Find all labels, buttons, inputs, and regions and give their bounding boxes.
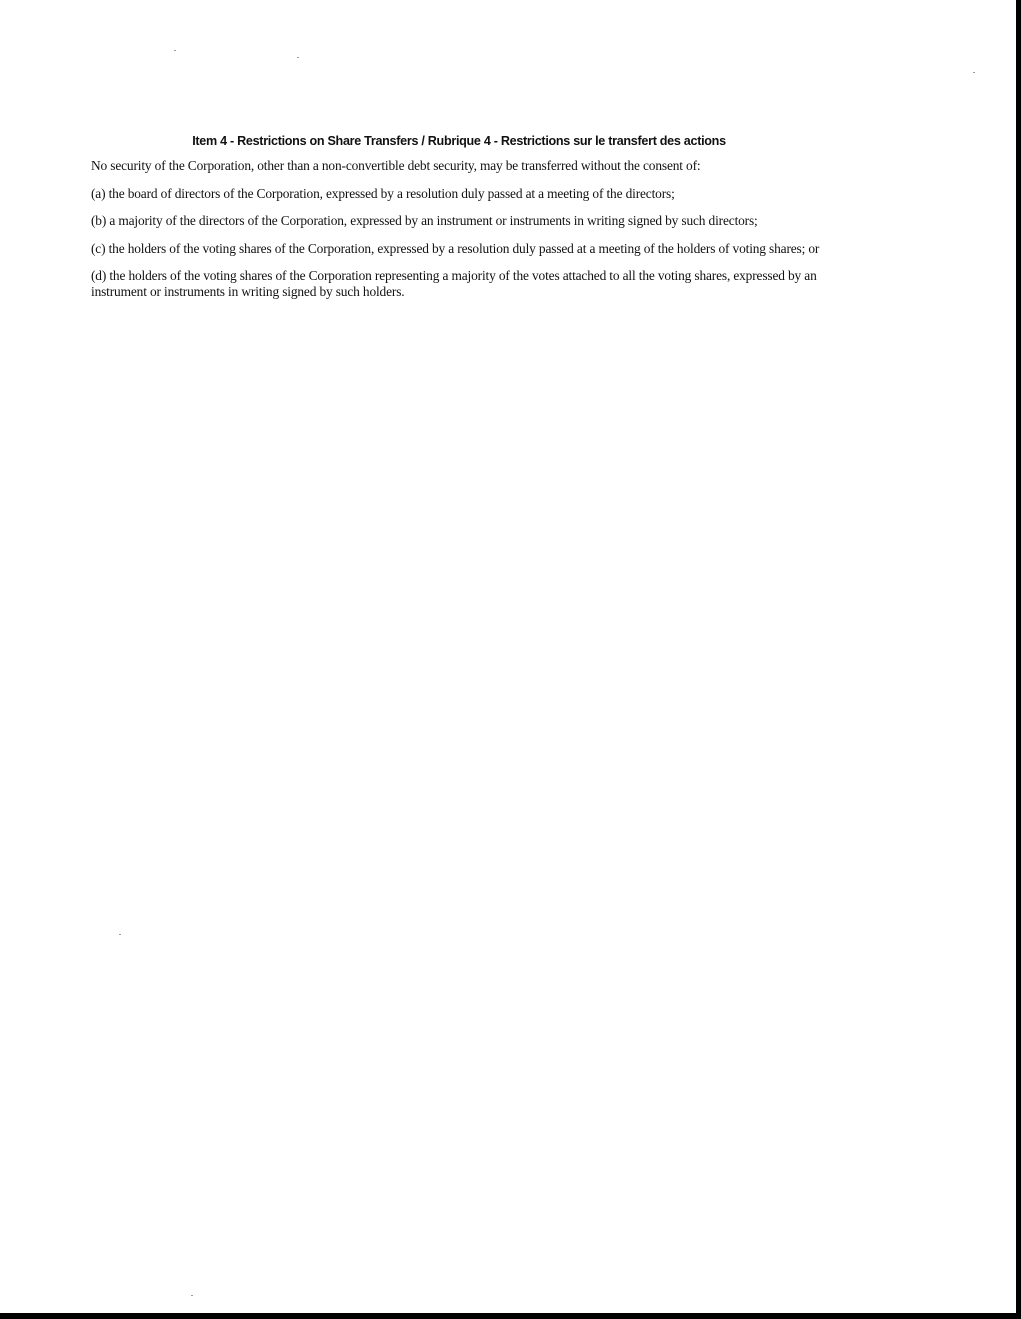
scan-speck bbox=[191, 1295, 193, 1296]
item-heading: Item 4 - Restrictions on Share Transfers / Rubrique 4 - Restrictions sur le transfert des actions bbox=[192, 134, 726, 148]
clause-a: (a) the board of directors of the Corporation, expressed by a resolution duly passed at a meeting of the directors; bbox=[91, 185, 675, 201]
scan-speck bbox=[973, 72, 975, 73]
intro-paragraph: No security of the Corporation, other than a non-convertible debt security, may be transferred without the consent of: bbox=[91, 158, 701, 173]
scan-edge-bottom bbox=[0, 1313, 1021, 1319]
document-body bbox=[91, 134, 821, 311]
clause-c: (c) the holders of the voting shares of the Corporation, expressed by a resolution duly passed at a meeting of the holders of voting shares; or bbox=[91, 240, 820, 256]
scan-speck bbox=[119, 934, 121, 935]
scan-speck bbox=[297, 57, 299, 58]
clause-d: (d) the holders of the voting shares of the Corporation representing a majority of the votes attached to all the voting shares, expressed by an instrument or instruments in writing signed by such holders. bbox=[91, 268, 817, 299]
scan-speck bbox=[174, 50, 176, 51]
clause-b: (b) a majority of the directors of the Corporation, expressed by an instrument or instruments in writing signed by such directors; bbox=[91, 213, 758, 228]
scan-edge-right bbox=[1016, 0, 1021, 1319]
